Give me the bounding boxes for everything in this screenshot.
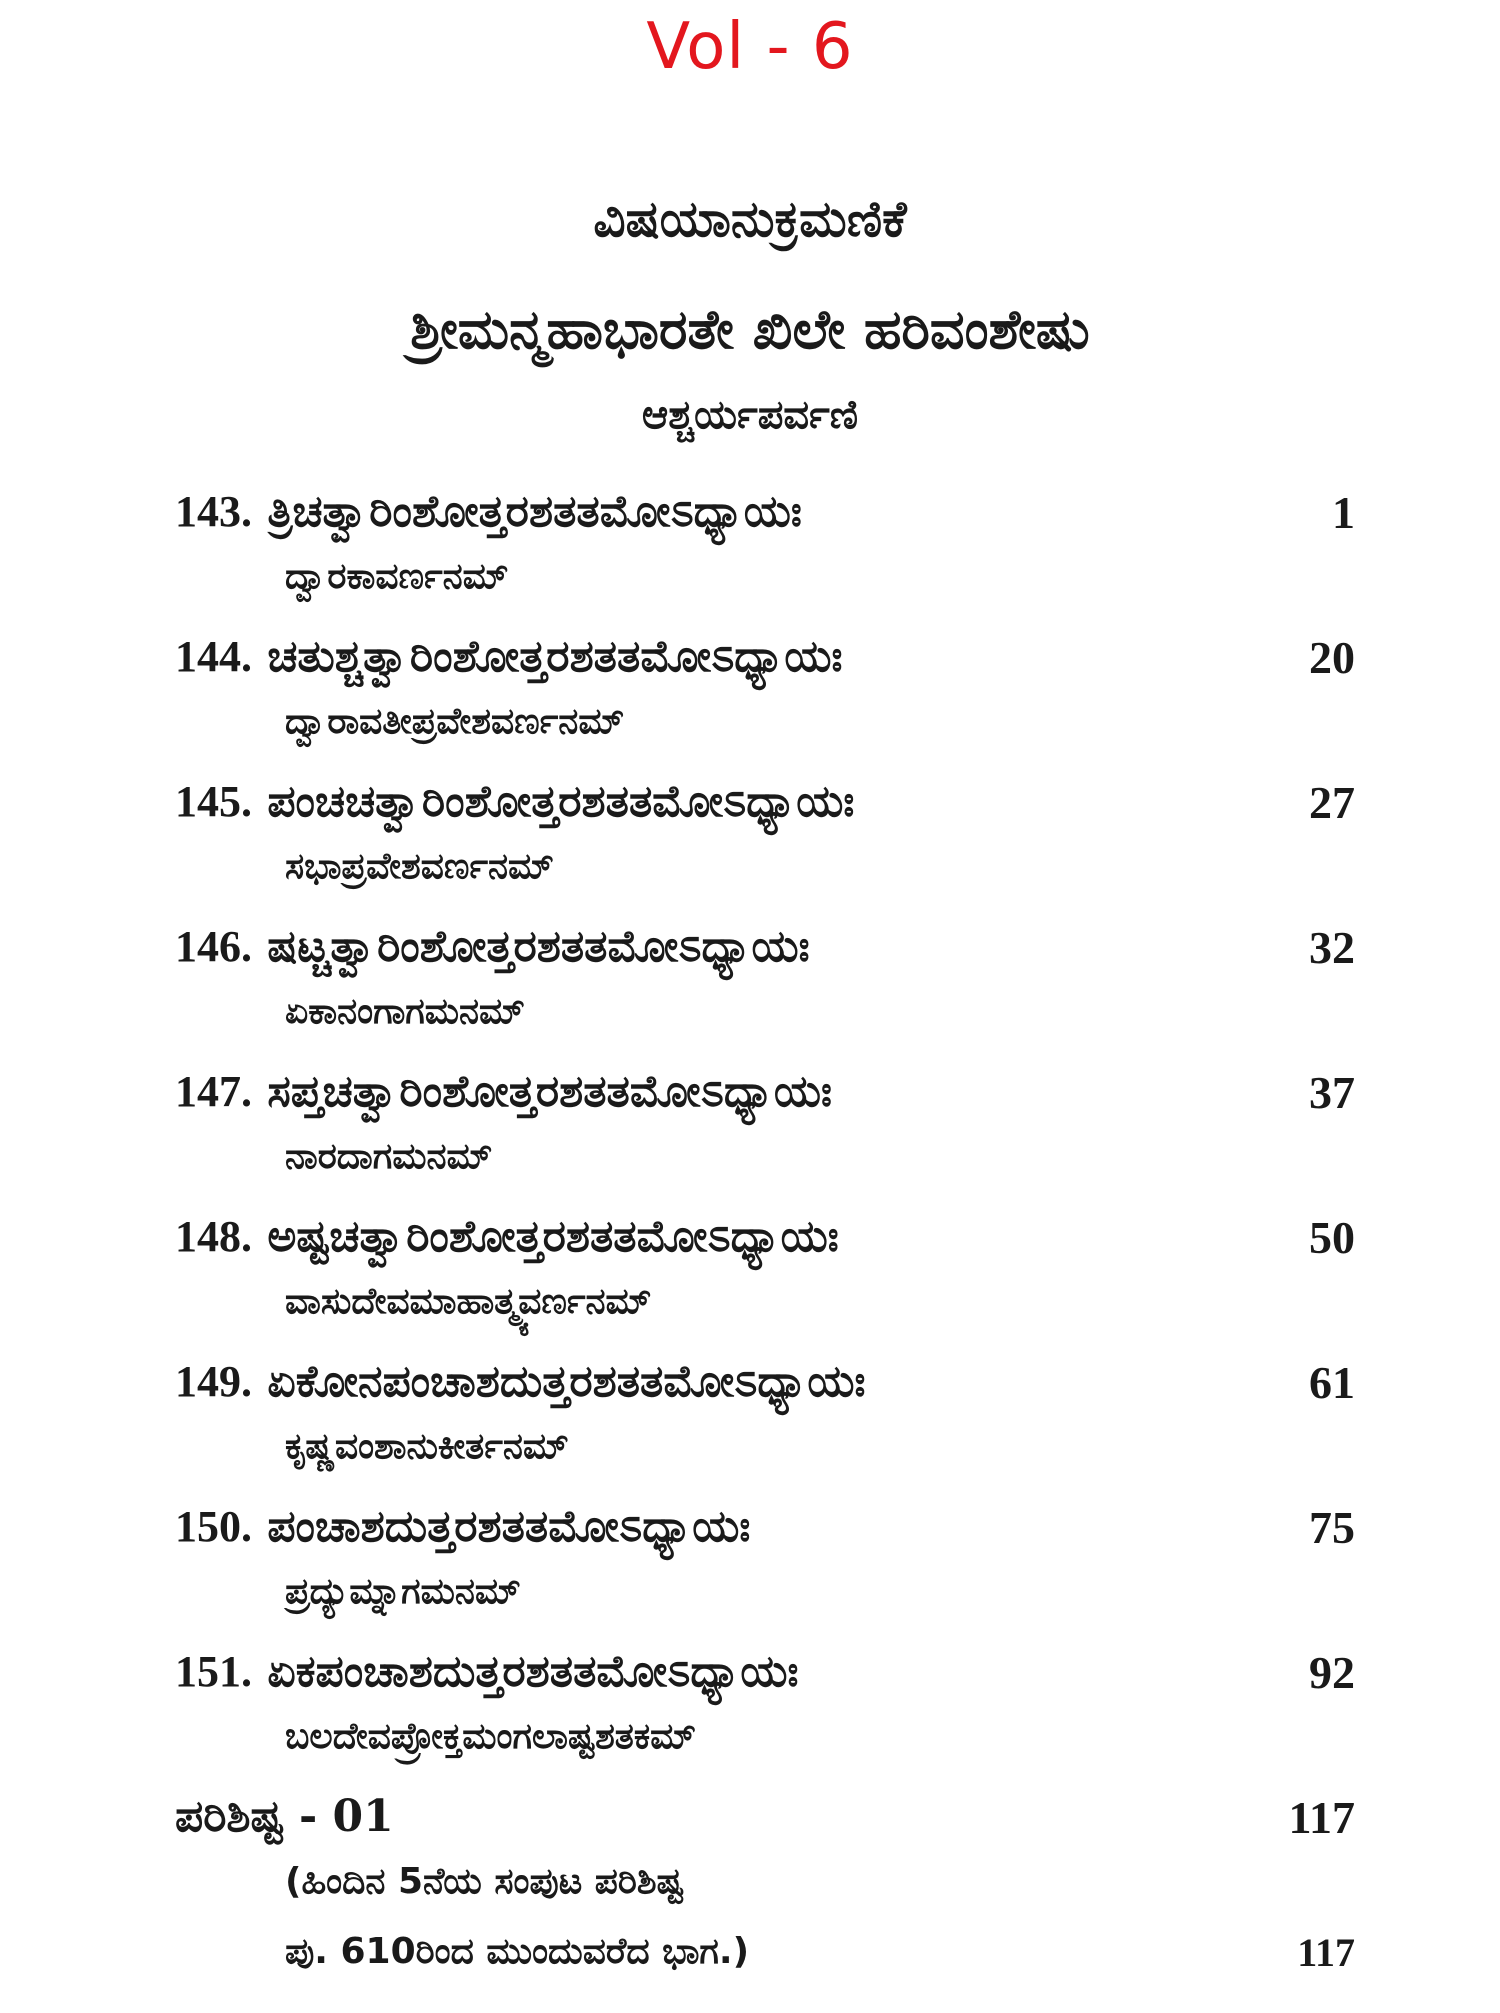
entry-number: 151.: [175, 1647, 252, 1696]
appendix-note-line-1: (ಹಿಂದಿನ 5ನೆಯ ಸಂಪುಟ ಪರಿಶಿಷ್ಟ: [285, 1861, 684, 1902]
entry-title: ತ್ರಿಚತ್ವಾರಿಂಶೋತ್ತರಶತತಮೋಽಧ್ಯಾಯಃ: [267, 486, 802, 537]
entry-page-number: 37: [1309, 1067, 1355, 1118]
entry-number: 145.: [175, 777, 252, 826]
entry-title: ಪಂಚಚತ್ವಾರಿಂಶೋತ್ತರಶತತಮೋಽಧ್ಯಾಯಃ: [267, 776, 855, 827]
entry-number: 148.: [175, 1212, 252, 1261]
table-of-contents: [175, 478, 1355, 2013]
entry-subtitle: ನಾರದಾಗಮನಮ್: [285, 1136, 493, 1177]
entry-title-line: [175, 486, 802, 537]
entry-title-line: [175, 1646, 799, 1697]
entry-title: ಪಂಚಾಶದುತ್ತರಶತತಮೋಽಧ್ಯಾಯಃ: [267, 1501, 751, 1552]
entry-number: 143.: [175, 487, 252, 536]
volume-label: Vol - 6: [646, 10, 854, 84]
entry-page-number: 61: [1309, 1357, 1355, 1408]
toc-entry: [175, 1348, 1355, 1493]
entry-number: 149.: [175, 1357, 252, 1406]
toc-entry: [175, 768, 1355, 913]
entry-page-number: 27: [1309, 777, 1355, 828]
entry-page-number: 20: [1309, 632, 1355, 683]
parva-heading: ಆಶ್ಚರ್ಯಪರ್ವಣಿ: [641, 392, 859, 438]
contents-heading: ವಿಷಯಾನುಕ್ರಮಣಿಕೆ: [593, 190, 907, 248]
entry-subtitle: ದ್ವಾರಾವತೀಪ್ರವೇಶವರ್ಣನಮ್: [285, 701, 625, 742]
entry-number: 146.: [175, 922, 252, 971]
toc-entry: [175, 913, 1355, 1058]
entry-title: ಏಕಪಂಚಾಶದುತ್ತರಶತತಮೋಽಧ್ಯಾಯಃ: [267, 1646, 799, 1697]
entry-subtitle: ಏಕಾನಂಗಾಗಮನಮ್: [285, 991, 525, 1032]
toc-entry: [175, 1493, 1355, 1638]
appendix-note-page-number: 117: [1297, 1930, 1355, 1975]
entry-page-number: 1: [1332, 487, 1355, 538]
work-title-heading: ಶ್ರೀಮನ್ಮಹಾಭಾರತೇ ಖಿಲೇ ಹರಿವಂಶೇಷು: [410, 298, 1090, 361]
entry-title: ಚತುಶ್ಚತ್ವಾರಿಂಶೋತ್ತರಶತತಮೋಽಧ್ಯಾಯಃ: [267, 631, 843, 682]
entry-page-number: 32: [1309, 922, 1355, 973]
appendix-note-line-2: ಪು. 610ರಿಂದ ಮುಂದುವರೆದ ಭಾಗ.): [285, 1931, 750, 1972]
entry-title: ಷಟ್ಚತ್ವಾರಿಂಶೋತ್ತರಶತತಮೋಽಧ್ಯಾಯಃ: [267, 921, 810, 972]
entry-page-number: 50: [1309, 1212, 1355, 1263]
entry-title-line: [175, 1501, 750, 1552]
appendix-entry: [175, 1783, 1355, 2013]
toc-entry: [175, 1203, 1355, 1348]
toc-entry: [175, 1058, 1355, 1203]
entry-title: ಏಕೋನಪಂಚಾಶದುತ್ತರಶತತಮೋಽಧ್ಯಾಯಃ: [267, 1356, 866, 1407]
entry-title-line: [175, 776, 854, 827]
entry-subtitle: ದ್ವಾರಕಾವರ್ಣನಮ್: [285, 556, 509, 597]
appendix-page-number: 117: [1288, 1792, 1355, 1843]
entry-subtitle: ಕೃಷ್ಣವಂಶಾನುಕೀರ್ತನಮ್: [285, 1426, 569, 1467]
entry-title-line: [175, 921, 810, 972]
toc-entry: [175, 1638, 1355, 1783]
entry-number: 150.: [175, 1502, 252, 1551]
entry-title-line: [175, 1356, 865, 1407]
entry-subtitle: ವಾಸುದೇವಮಾಹಾತ್ಮ್ಯವರ್ಣನಮ್: [285, 1281, 652, 1322]
entry-title-line: [175, 631, 842, 682]
entry-title: ಸಪ್ತಚತ್ವಾರಿಂಶೋತ್ತರಶತತಮೋಽಧ್ಯಾಯಃ: [267, 1066, 832, 1117]
entry-number: 144.: [175, 632, 252, 681]
entry-subtitle: ಸಭಾಪ್ರವೇಶವರ್ಣನಮ್: [285, 846, 554, 887]
toc-entry: [175, 623, 1355, 768]
toc-entry: [175, 478, 1355, 623]
entry-page-number: 75: [1309, 1502, 1355, 1553]
entry-page-number: 92: [1309, 1647, 1355, 1698]
entry-number: 147.: [175, 1067, 252, 1116]
entry-title-line: [175, 1066, 832, 1117]
entry-subtitle: ಬಲದೇವಪ್ರೋಕ್ತಮಂಗಲಾಷ್ಟಶತಕಮ್: [285, 1716, 696, 1757]
entry-title-line: [175, 1211, 839, 1262]
appendix-title: ಪರಿಶಿಷ್ಟ - 01: [175, 1791, 394, 1842]
entry-subtitle: ಪ್ರದ್ಯುಮ್ನಾಗಮನಮ್: [285, 1571, 521, 1612]
entry-title: ಅಷ್ಟಚತ್ವಾರಿಂಶೋತ್ತರಶತತಮೋಽಧ್ಯಾಯಃ: [267, 1211, 839, 1262]
